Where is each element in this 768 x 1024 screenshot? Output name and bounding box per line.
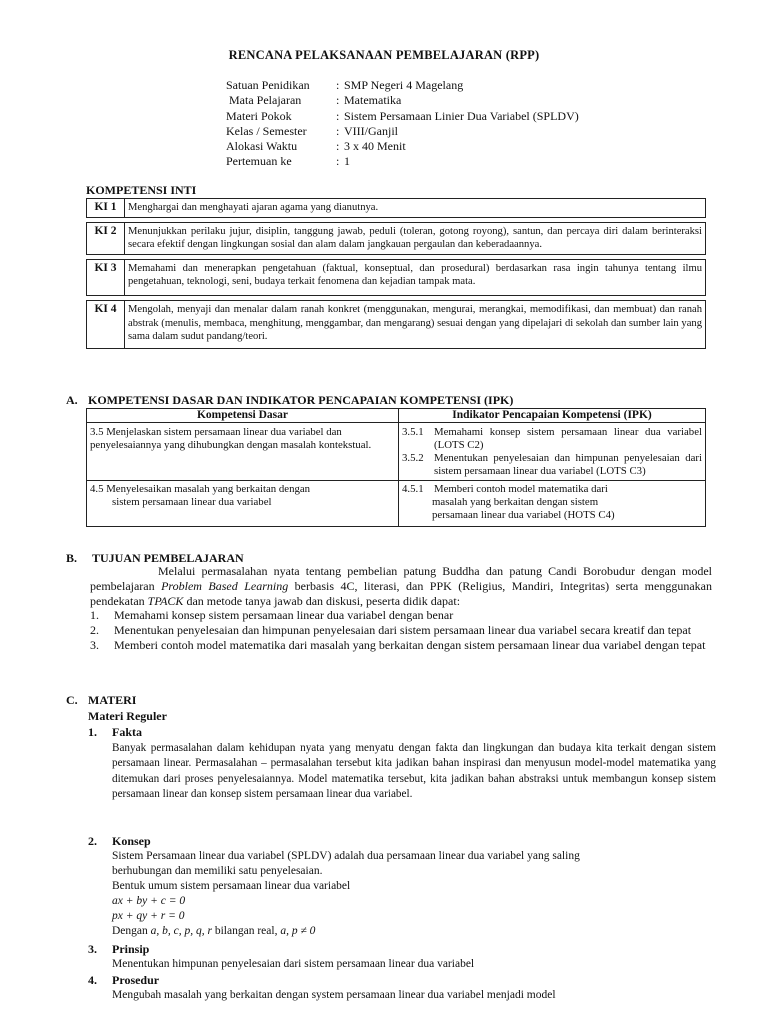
- ipk-text: Memahami konsep sistem persamaan linear dua variabel (LOTS C2): [434, 426, 702, 451]
- ki-heading: KOMPETENSI INTI: [86, 183, 197, 197]
- konsep-line: Sistem Persamaan linear dua variabel (SPLDV) adalah dua persamaan linear dua variabel yang saling: [112, 850, 580, 862]
- dengan-text: bilangan real,: [211, 925, 281, 937]
- equation-1: ax + by + c = 0: [112, 895, 186, 907]
- list-text: Menentukan penyelesaian dan himpunan penyelesaian dari sistem persamaan linear dua variabel secara kreatif dan tepat: [114, 622, 692, 637]
- meta-row: [226, 78, 579, 93]
- list-number: 2.: [90, 622, 99, 637]
- table-row: [87, 423, 706, 481]
- intro-pbl: Problem Based Learning: [161, 578, 289, 593]
- list-number: 1.: [90, 608, 99, 622]
- meta-row: [226, 124, 579, 139]
- prosedur-title: Prosedur: [112, 973, 160, 987]
- ki-code: KI 3: [87, 259, 125, 295]
- meta-label: Mata Pelajaran: [226, 93, 302, 108]
- tujuan-intro: [90, 564, 712, 608]
- kd-ipk-table: [86, 408, 706, 527]
- meta-row: [226, 154, 579, 169]
- rpp-identity: [226, 78, 579, 170]
- dengan-condition: a, p ≠ 0: [280, 925, 316, 937]
- prinsip-number: 3.: [88, 942, 97, 956]
- konsep-line: Bentuk umum sistem persamaan linear dua variabel: [112, 880, 351, 892]
- list-text: Memberi contoh model matematika dari masalah yang berkaitan dengan sistem persamaan linear dua variabel dengan tepat: [114, 637, 706, 652]
- intro-text: berbasis 4C, literasi, dan PPK (Religius, Mandiri, Integritas) serta menggunakan pendekatan: [90, 578, 712, 608]
- kd-line: 4.5 Menyelesaikan masalah yang berkaitan dengan: [90, 483, 311, 495]
- document-title: RENCANA PELAKSANAAN PEMBELAJARAN (RPP): [228, 48, 540, 62]
- section-a-letter: A.: [66, 393, 78, 407]
- meta-value: Matematika: [344, 93, 402, 108]
- dengan-text: Dengan: [112, 925, 151, 937]
- ki-code: KI 4: [87, 300, 125, 348]
- kd-line: sistem persamaan linear dua variabel: [112, 496, 272, 508]
- ipk-line: Memberi contoh model matematika dari: [434, 483, 608, 495]
- meta-value: SMP Negeri 4 Magelang: [344, 78, 464, 92]
- ipk-text: [434, 483, 702, 522]
- fakta-text: Banyak permasalahan dalam kehidupan nyata yang menyatu dengan fakta dan lingkungan dan budaya kita terkait dengan sistem persamaan linear. Permasalahan – permasalahan tersebut kita jadikan bahan inspirasi dan menyusun model-model matematika yang ditemukan dari proses penyelesaiannya. Model matematika tersebut, kita jadikan bahan abstraksi untuk membangun konsep sistem persamaan linear dan konsep sistem persamaan linear dua variabel.: [112, 742, 716, 800]
- meta-value: 3 x 40 Menit: [344, 139, 406, 154]
- ipk-text: Menentukan penyelesaian dan himpunan penyelesaian dari sistem persamaan linear dua variabel (LOTS C3): [434, 452, 702, 477]
- table-header-row: [87, 409, 706, 423]
- list-number: 3.: [90, 637, 99, 652]
- meta-sep: :: [336, 139, 340, 154]
- prosedur-number: 4.: [88, 973, 97, 987]
- intro-tpack: TPACK: [147, 593, 184, 608]
- ipk-line: persamaan linear dua variabel (HOTS C4): [432, 509, 615, 521]
- intro-text: dan metode tanya jawab dan diskusi, peserta didik dapat:: [183, 593, 461, 608]
- meta-sep: :: [336, 108, 340, 123]
- ki-code: KI 1: [87, 199, 125, 218]
- meta-sep: :: [336, 93, 340, 108]
- table-row: [87, 300, 706, 348]
- konsep-number: 2.: [88, 834, 97, 848]
- tujuan-list: [90, 608, 712, 652]
- intro-text: Melalui permasalahan nyata tentang pembelian patung Buddha dan patung Candi Borobudur dengan model pembelajaran: [90, 564, 712, 593]
- ipk-number: 3.5.2: [402, 452, 424, 464]
- meta-label: Satuan Penidikan: [226, 78, 310, 92]
- meta-row: [226, 93, 579, 108]
- meta-label: Materi Pokok: [226, 108, 292, 123]
- meta-sep: :: [336, 123, 340, 138]
- kd-cell: 3.5 Menjelaskan sistem persamaan linear dua variabel dan penyelesaiannya yang dihubungkan dengan masalah kontekstual.: [87, 423, 399, 481]
- meta-row: [226, 139, 579, 154]
- table-row: [87, 259, 706, 295]
- ipk-number: 3.5.1: [402, 426, 424, 438]
- list-text: Memahami konsep sistem persamaan linear dua variabel dengan benar: [114, 608, 454, 622]
- meta-sep: :: [336, 154, 340, 169]
- list-item: [90, 608, 712, 623]
- table-row: [87, 481, 706, 527]
- ipk-item: [402, 426, 702, 452]
- konsep-title: Konsep: [112, 834, 151, 848]
- col-header-kd: Kompetensi Dasar: [87, 409, 399, 423]
- ki-table: [86, 198, 706, 349]
- col-header-ipk: Indikator Pencapaian Kompetensi (IPK): [399, 409, 706, 423]
- table-row: [87, 199, 706, 218]
- meta-label: Pertemuan ke: [226, 154, 292, 169]
- meta-value: 1: [344, 154, 350, 169]
- ki-text: Menghargai dan menghayati ajaran agama yang dianutnya.: [125, 199, 706, 218]
- ki-text: Menunjukkan perilaku jujur, disiplin, tanggung jawab, peduli (toleran, gotong royong), santun, dan percaya diri dalam berinteraksi secara efektif dengan lingkungan sosial dan alam dalam jangkauan pergaulan dan keberadaannya.: [125, 222, 706, 254]
- meta-value: VIII/Ganjil: [344, 123, 398, 138]
- prinsip-title: Prinsip: [112, 942, 150, 956]
- section-b-letter: B.: [66, 551, 78, 565]
- kd-cell: [87, 481, 399, 527]
- ki-text: Memahami dan menerapkan pengetahuan (faktual, konseptual, dan prosedural) berdasarkan rasa ingin tahunya tentang ilmu pengetahuan, teknologi, seni, budaya terkait fenomena dan kejadian tampak mata.: [125, 259, 706, 295]
- section-c-heading: MATERI: [88, 693, 137, 707]
- ipk-item: [402, 483, 702, 522]
- meta-label: Alokasi Waktu: [226, 139, 298, 154]
- ipk-item: [402, 452, 702, 478]
- ki-text: Mengolah, menyaji dan menalar dalam ranah konkret (menggunakan, mengurai, merangkai, memodifikasi, dan membuat) dan ranah abstrak (menulis, membaca, menghitung, menggambar, dan mengarang) sesuai dengan yang dipelajari di sekolah dan sumber lain yang sama dalam sudut pandang/teori.: [125, 300, 706, 348]
- meta-row: [226, 109, 579, 124]
- dengan-vars: a, b, c, p, q, r: [150, 925, 212, 937]
- konsep-body: [112, 849, 580, 939]
- list-item: [90, 638, 712, 653]
- meta-value: Sistem Persamaan Linier Dua Variabel (SPLDV): [344, 108, 579, 123]
- ipk-cell: [399, 481, 706, 527]
- dengan-line: [112, 924, 580, 939]
- meta-sep: :: [336, 78, 340, 92]
- table-row: [87, 222, 706, 254]
- fakta-number: 1.: [88, 725, 97, 739]
- ipk-number: 4.5.1: [402, 483, 424, 495]
- section-c-letter: C.: [66, 693, 78, 707]
- meta-label: Kelas / Semester: [226, 123, 307, 138]
- section-a-heading: KOMPETENSI DASAR DAN INDIKATOR PENCAPAIAN KOMPETENSI (IPK): [88, 393, 514, 407]
- equation-2: px + qy + r = 0: [112, 910, 185, 922]
- materi-subheading: Materi Reguler: [88, 709, 167, 723]
- konsep-line: berhubungan dan memiliki satu penyelesaian.: [112, 865, 323, 877]
- prosedur-text: Mengubah masalah yang berkaitan dengan system persamaan linear dua variabel menjadi model: [112, 989, 556, 1001]
- ipk-cell: [399, 423, 706, 481]
- list-item: [90, 623, 712, 638]
- ipk-line: masalah yang berkaitan dengan sistem: [432, 496, 599, 508]
- fakta-title: Fakta: [112, 725, 142, 739]
- section-b-heading: TUJUAN PEMBELAJARAN: [92, 551, 244, 565]
- prinsip-text: Menentukan himpunan penyelesaian dari sistem persamaan linear dua variabel: [112, 958, 475, 970]
- ki-code: KI 2: [87, 222, 125, 254]
